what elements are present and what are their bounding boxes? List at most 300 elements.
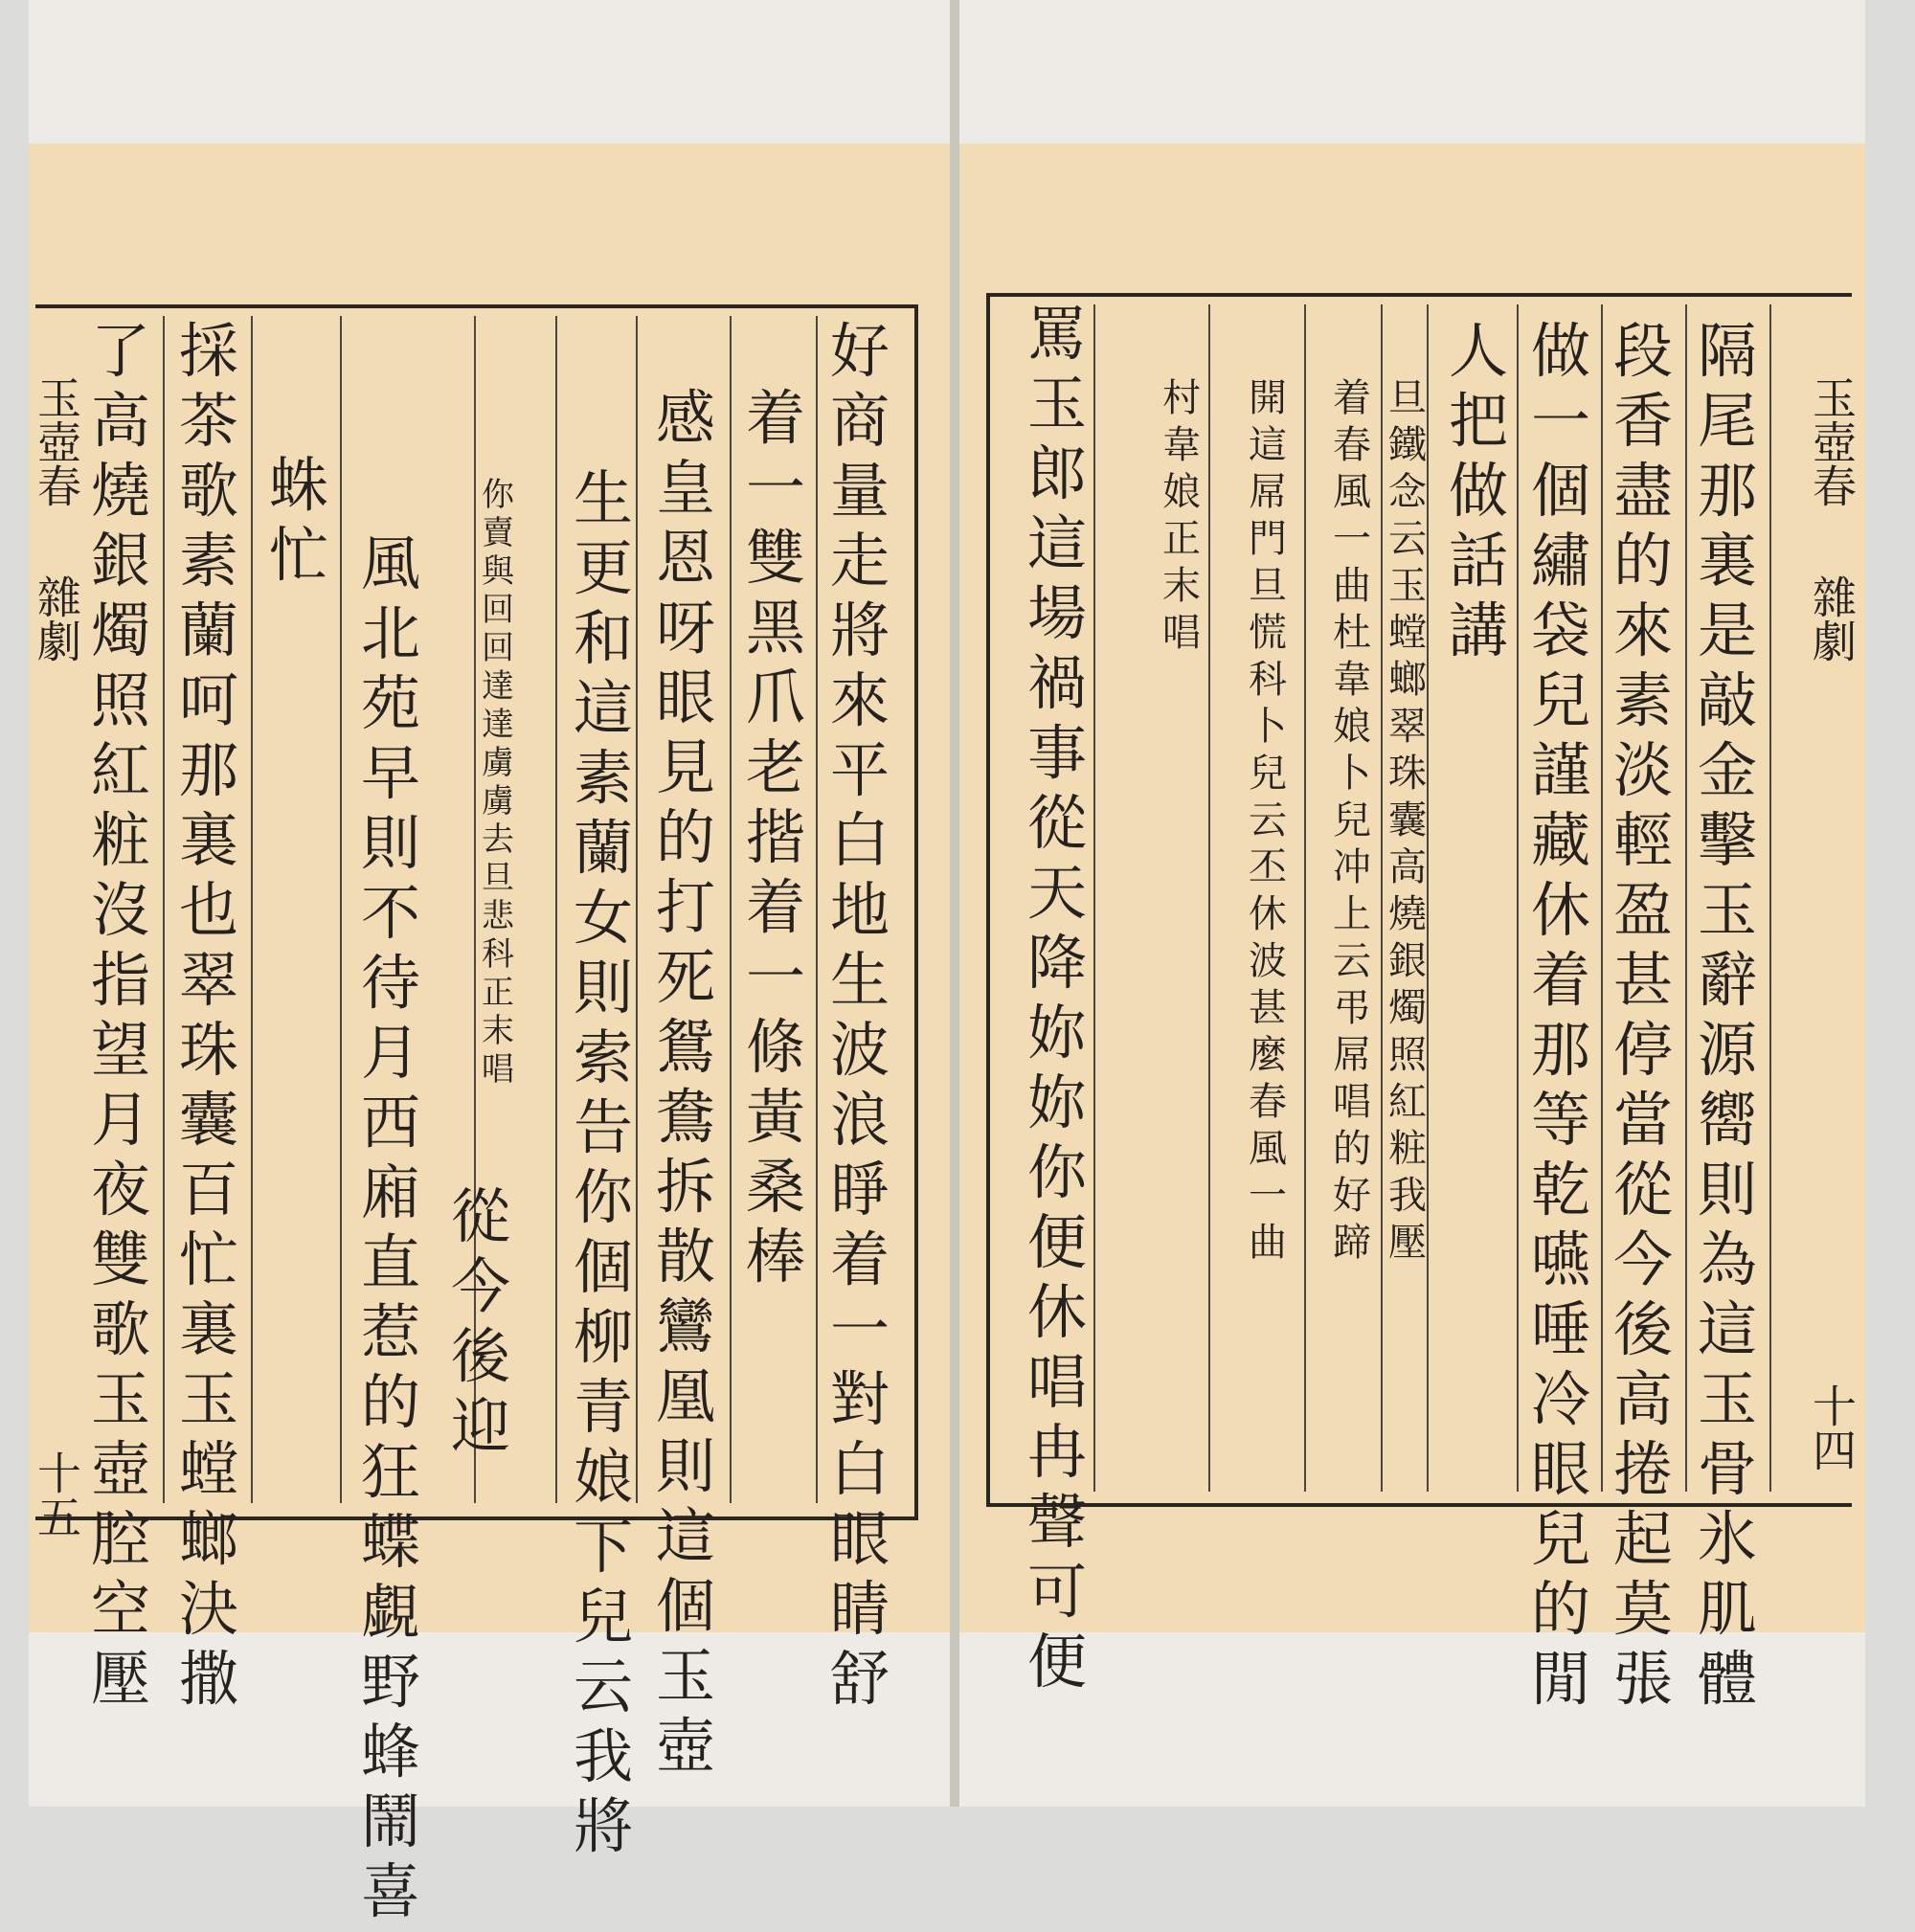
- character: 爪: [745, 663, 805, 732]
- character: 我: [1388, 1174, 1427, 1218]
- character: 壓: [1388, 1221, 1427, 1265]
- left-text-column-4: [569, 463, 638, 1867]
- character: 螳: [1388, 611, 1427, 655]
- character: 量: [829, 456, 890, 526]
- character: 桑: [745, 1152, 805, 1222]
- left-text-column-6: [356, 528, 425, 1932]
- character: 當: [1612, 1085, 1673, 1155]
- left-text-column-7: [264, 450, 333, 595]
- character: 擊: [1697, 805, 1757, 875]
- right-margin-title: 玉壺春: [1806, 375, 1858, 507]
- character: 眼: [1530, 1434, 1590, 1504]
- character: 冉: [1026, 1417, 1087, 1487]
- character: 螂: [1388, 658, 1427, 702]
- character: 鬧: [360, 1786, 420, 1856]
- character: 老: [745, 732, 805, 802]
- character: 則: [655, 1431, 715, 1501]
- character: 蹄: [1333, 1221, 1371, 1265]
- character: 雙: [745, 523, 805, 593]
- left-text-column-9: [86, 316, 155, 1719]
- character: 今: [450, 1251, 510, 1321]
- character: 休: [1249, 892, 1287, 936]
- character: 壺: [655, 1711, 715, 1781]
- character: 從: [450, 1181, 510, 1251]
- character: 珠: [178, 1015, 238, 1085]
- character: 郎: [1026, 438, 1087, 508]
- character: 個: [655, 1571, 715, 1641]
- character: 女: [573, 883, 633, 953]
- character: 對: [829, 1364, 890, 1434]
- character: 囊: [1388, 798, 1427, 842]
- right-text-column-4: [1444, 316, 1513, 671]
- character: 忙: [268, 520, 328, 590]
- character: 唱: [1333, 1080, 1371, 1124]
- character: 盡: [1612, 456, 1673, 526]
- character: 科: [1249, 658, 1287, 702]
- character: 做: [1448, 456, 1508, 526]
- book-gutter: [950, 0, 959, 1807]
- column-rule: [1769, 304, 1771, 1492]
- character: 高: [90, 386, 150, 456]
- character: 了: [90, 316, 150, 386]
- character: 鐵: [1388, 423, 1427, 467]
- character: 達: [482, 706, 514, 744]
- character: 隔: [1697, 316, 1757, 386]
- character: 旦: [1388, 376, 1427, 420]
- character: 源: [1697, 1015, 1757, 1085]
- left-text-column-3: [651, 383, 720, 1786]
- character: 閒: [1530, 1644, 1590, 1714]
- character: 屌: [1333, 1033, 1371, 1077]
- character: 天: [1026, 858, 1087, 928]
- character: 粧: [90, 805, 150, 875]
- character: 走: [829, 526, 890, 595]
- character: 月: [90, 1085, 150, 1155]
- column-rule: [555, 316, 557, 1503]
- character: 素: [573, 743, 633, 813]
- character: 鸞: [655, 1292, 715, 1361]
- character: 一: [745, 453, 805, 523]
- character: 照: [90, 665, 150, 735]
- column-rule: [340, 316, 342, 1503]
- character: 舒: [829, 1644, 890, 1714]
- character: 事: [1026, 718, 1087, 788]
- column-rule: [1381, 304, 1383, 1492]
- character: 杜: [1333, 611, 1371, 655]
- character: 波: [1249, 939, 1287, 983]
- character: 丕: [1249, 845, 1287, 889]
- character: 迎: [450, 1391, 510, 1461]
- character: 甚: [1612, 945, 1673, 1015]
- character: 一: [1333, 517, 1371, 561]
- character: 沒: [90, 875, 150, 945]
- character: 和: [573, 603, 633, 673]
- character: 賣: [482, 514, 514, 552]
- character: 北: [360, 598, 420, 668]
- left-text-column-2: [741, 383, 810, 1297]
- character: 黃: [745, 1082, 805, 1152]
- character: 這: [573, 673, 633, 743]
- character: 棒: [745, 1222, 805, 1292]
- character: 着: [829, 1224, 890, 1294]
- left-text-column-1: [825, 316, 894, 1719]
- character: 裏: [178, 1294, 238, 1364]
- column-rule: [1517, 304, 1519, 1492]
- character: 揩: [745, 802, 805, 872]
- column-rule: [1208, 304, 1210, 1492]
- character: 云: [1333, 939, 1371, 983]
- character: 銀: [90, 526, 150, 595]
- right-text-column-3: [1526, 316, 1595, 1719]
- character: 罵: [1026, 299, 1087, 369]
- character: 兒: [1530, 665, 1590, 735]
- character: 空: [90, 1574, 150, 1644]
- character: 末: [482, 1012, 514, 1050]
- character: 聲: [1026, 1487, 1087, 1557]
- character: 柳: [573, 1302, 633, 1372]
- character: 睜: [829, 1155, 890, 1224]
- character: 好: [829, 316, 890, 386]
- character: 捲: [1612, 1434, 1673, 1504]
- character: 可: [1026, 1557, 1087, 1627]
- character: 風: [1249, 1127, 1287, 1171]
- right-margin-subtitle: 雜劇: [1806, 574, 1858, 663]
- character: 翠: [1388, 705, 1427, 749]
- character: 見: [655, 732, 715, 802]
- character: 平: [829, 735, 890, 805]
- column-rule: [1601, 304, 1603, 1492]
- character: 話: [1448, 526, 1508, 595]
- character: 忙: [178, 1224, 238, 1294]
- character: 兒: [1530, 1504, 1590, 1574]
- column-rule: [1685, 304, 1687, 1492]
- character: 開: [1249, 376, 1287, 420]
- column-rule: [816, 316, 818, 1503]
- character: 麼: [1249, 1033, 1287, 1077]
- character: 覷: [360, 1577, 420, 1647]
- character: 蜂: [360, 1717, 420, 1786]
- character: 唱: [482, 1050, 514, 1089]
- character: 休: [1026, 1277, 1087, 1347]
- character: 云: [1388, 517, 1427, 561]
- character: 謹: [1530, 735, 1590, 805]
- character: 妳: [1026, 1067, 1087, 1137]
- character: 云: [1249, 798, 1287, 842]
- character: 的: [655, 802, 715, 872]
- character: 白: [829, 1434, 890, 1504]
- character: 鴛: [655, 1012, 715, 1082]
- character: 白: [829, 805, 890, 875]
- character: 青: [573, 1372, 633, 1442]
- character: 指: [90, 945, 150, 1015]
- character: 燭: [1388, 986, 1427, 1030]
- character: 的: [1333, 1127, 1371, 1171]
- character: 百: [178, 1155, 238, 1224]
- character: 回: [482, 591, 514, 629]
- character: 歌: [90, 1294, 150, 1364]
- character: 春: [1249, 1080, 1287, 1124]
- character: 兒: [573, 1582, 633, 1651]
- right-text-column-5: [1385, 376, 1431, 1270]
- character: 不: [360, 878, 420, 948]
- character: 冲: [1333, 845, 1371, 889]
- character: 這: [1697, 1294, 1757, 1364]
- left-page-bottom-margin: [29, 1632, 950, 1807]
- character: 正: [482, 974, 514, 1012]
- character: 則: [360, 808, 420, 878]
- character: 一: [745, 942, 805, 1012]
- character: 一: [1530, 386, 1590, 456]
- character: 採: [178, 316, 238, 386]
- character: 唱: [1162, 611, 1201, 655]
- character: 那: [1697, 456, 1757, 526]
- character: 辭: [1697, 945, 1757, 1015]
- right-page-top-margin: [959, 0, 1865, 144]
- character: 弔: [1333, 986, 1371, 1030]
- character: 着: [1333, 376, 1371, 420]
- character: 玉: [1697, 1364, 1757, 1434]
- character: 野: [360, 1647, 420, 1717]
- character: 苑: [360, 668, 420, 738]
- character: 壓: [90, 1644, 150, 1714]
- character: 那: [178, 735, 238, 805]
- character: 玉: [178, 1364, 238, 1434]
- character: 恩: [655, 523, 715, 593]
- character: 曲: [1249, 1221, 1287, 1265]
- character: 休: [1530, 875, 1590, 945]
- right-text-column-8: [1159, 376, 1205, 661]
- character: 直: [360, 1227, 420, 1297]
- character: 望: [90, 1015, 150, 1085]
- character: 惹: [360, 1297, 420, 1367]
- character: 風: [1333, 470, 1371, 514]
- character: 告: [573, 1092, 633, 1162]
- character: 眼: [829, 1504, 890, 1574]
- character: 那: [1530, 1015, 1590, 1085]
- character: 皇: [655, 453, 715, 523]
- character: 從: [1026, 788, 1087, 858]
- right-text-column-2: [1609, 316, 1678, 1719]
- character: 起: [1612, 1504, 1673, 1574]
- character: 悲: [482, 897, 514, 935]
- character: 紅: [90, 735, 150, 805]
- character: 上: [1333, 892, 1371, 936]
- character: 腔: [90, 1504, 150, 1574]
- character: 裏: [1697, 526, 1757, 595]
- character: 黑: [745, 593, 805, 663]
- character: 末: [1162, 564, 1201, 608]
- character: 燭: [90, 595, 150, 665]
- character: 屌: [1249, 470, 1287, 514]
- character: 的: [360, 1367, 420, 1437]
- character: 韋: [1162, 423, 1201, 467]
- character: 則: [573, 953, 633, 1022]
- character: 便: [1026, 1207, 1087, 1277]
- character: 把: [1448, 386, 1508, 456]
- character: 囊: [178, 1085, 238, 1155]
- character: 燒: [90, 456, 150, 526]
- character: 早: [360, 738, 420, 808]
- right-text-column-6: [1329, 376, 1375, 1270]
- character: 索: [573, 1022, 633, 1092]
- character: 念: [1388, 470, 1427, 514]
- character: 將: [573, 1791, 633, 1861]
- character: 睛: [829, 1574, 890, 1644]
- character: 門: [1249, 517, 1287, 561]
- character: 這: [1249, 423, 1287, 467]
- character: 你: [482, 476, 514, 514]
- character: 鴦: [655, 1082, 715, 1152]
- character: 云: [573, 1651, 633, 1721]
- character: 講: [1448, 595, 1508, 665]
- character: 兒: [1333, 798, 1371, 842]
- character: 我: [573, 1721, 633, 1791]
- character: 這: [655, 1501, 715, 1571]
- character: 西: [360, 1088, 420, 1157]
- character: 段: [1612, 316, 1673, 386]
- character: 這: [1026, 508, 1087, 578]
- character: 廂: [360, 1157, 420, 1227]
- character: 裏: [178, 805, 238, 875]
- character: 科: [482, 935, 514, 974]
- character: 一: [1249, 1174, 1287, 1218]
- character: 回: [482, 629, 514, 667]
- character: 卜: [1249, 705, 1287, 749]
- column-rule: [1093, 304, 1095, 1492]
- character: 旦: [1249, 564, 1287, 608]
- character: 停: [1612, 1015, 1673, 1085]
- character: 高: [1388, 845, 1427, 889]
- character: 玉: [1026, 369, 1087, 438]
- character: 狂: [360, 1437, 420, 1507]
- character: 去: [482, 820, 514, 859]
- character: 雙: [90, 1224, 150, 1294]
- character: 着: [1530, 945, 1590, 1015]
- character: 春: [1333, 423, 1371, 467]
- character: 好: [1333, 1174, 1371, 1218]
- character: 照: [1388, 1033, 1427, 1077]
- character: 螳: [178, 1434, 238, 1504]
- character: 高: [1612, 1364, 1673, 1434]
- character: 人: [1448, 316, 1508, 386]
- character: 妳: [1026, 998, 1087, 1067]
- character: 月: [360, 1018, 420, 1088]
- character: 今: [1612, 1224, 1673, 1294]
- character: 素: [178, 526, 238, 595]
- character: 蘭: [178, 595, 238, 665]
- character: 來: [1612, 595, 1673, 665]
- character: 撒: [178, 1644, 238, 1714]
- character: 娘: [1162, 470, 1201, 514]
- character: 娘: [1333, 705, 1371, 749]
- character: 禍: [1026, 648, 1087, 718]
- character: 後: [450, 1321, 510, 1391]
- character: 從: [1612, 1155, 1673, 1224]
- character: 為: [1697, 1224, 1757, 1294]
- character: 死: [655, 942, 715, 1012]
- character: 翠: [178, 945, 238, 1015]
- character: 一: [829, 1294, 890, 1364]
- character: 卜: [1333, 752, 1371, 796]
- character: 壺: [90, 1434, 150, 1504]
- right-text-column-7: [1245, 376, 1291, 1270]
- character: 呀: [655, 593, 715, 663]
- character: 場: [1026, 578, 1087, 648]
- character: 感: [655, 383, 715, 453]
- character: 素: [1612, 665, 1673, 735]
- left-page-top-margin: [29, 0, 950, 144]
- character: 玉: [1388, 564, 1427, 608]
- character: 曲: [1333, 564, 1371, 608]
- character: 莫: [1612, 1574, 1673, 1644]
- character: 風: [360, 528, 420, 598]
- character: 波: [829, 1015, 890, 1085]
- left-margin-leaf-number: 十五: [31, 1450, 82, 1539]
- character: 氷: [1697, 1504, 1757, 1574]
- right-text-column-9: [1023, 299, 1092, 1702]
- character: 肌: [1697, 1574, 1757, 1644]
- character: 生: [573, 463, 633, 533]
- character: 來: [829, 665, 890, 735]
- character: 與: [482, 552, 514, 591]
- left-margin-title: 玉壺春: [31, 375, 82, 507]
- character: 你: [1026, 1137, 1087, 1207]
- character: 達: [482, 667, 514, 706]
- character: 茶: [178, 386, 238, 456]
- character: 着: [745, 872, 805, 942]
- character: 也: [178, 875, 238, 945]
- character: 嚮: [1697, 1085, 1757, 1155]
- character: 做: [1530, 316, 1590, 386]
- character: 散: [655, 1222, 715, 1292]
- character: 金: [1697, 735, 1757, 805]
- character: 韋: [1333, 658, 1371, 702]
- character: 乾: [1530, 1155, 1590, 1224]
- character: 骨: [1697, 1434, 1757, 1504]
- character: 條: [745, 1012, 805, 1082]
- column-rule: [1304, 304, 1306, 1492]
- character: 決: [178, 1574, 238, 1644]
- character: 商: [829, 386, 890, 456]
- character: 香: [1612, 386, 1673, 456]
- character: 夜: [90, 1155, 150, 1224]
- character: 後: [1612, 1294, 1673, 1364]
- character: 凰: [655, 1361, 715, 1431]
- character: 銀: [1388, 939, 1427, 983]
- character: 紅: [1388, 1080, 1427, 1124]
- character: 個: [573, 1232, 633, 1302]
- character: 粧: [1388, 1127, 1427, 1171]
- character: 袋: [1530, 595, 1590, 665]
- character: 虜: [482, 782, 514, 820]
- character: 待: [360, 948, 420, 1018]
- character: 更: [573, 533, 633, 603]
- character: 尾: [1697, 386, 1757, 456]
- character: 便: [1026, 1627, 1087, 1696]
- character: 個: [1530, 456, 1590, 526]
- character: 玉: [90, 1364, 150, 1434]
- character: 下: [573, 1512, 633, 1582]
- character: 村: [1162, 376, 1201, 420]
- column-rule: [251, 316, 253, 1503]
- character: 正: [1162, 517, 1201, 561]
- character: 浪: [829, 1085, 890, 1155]
- character: 繡: [1530, 526, 1590, 595]
- character: 娘: [573, 1442, 633, 1512]
- character: 虜: [482, 744, 514, 782]
- character: 是: [1697, 595, 1757, 665]
- character: 蝶: [360, 1507, 420, 1577]
